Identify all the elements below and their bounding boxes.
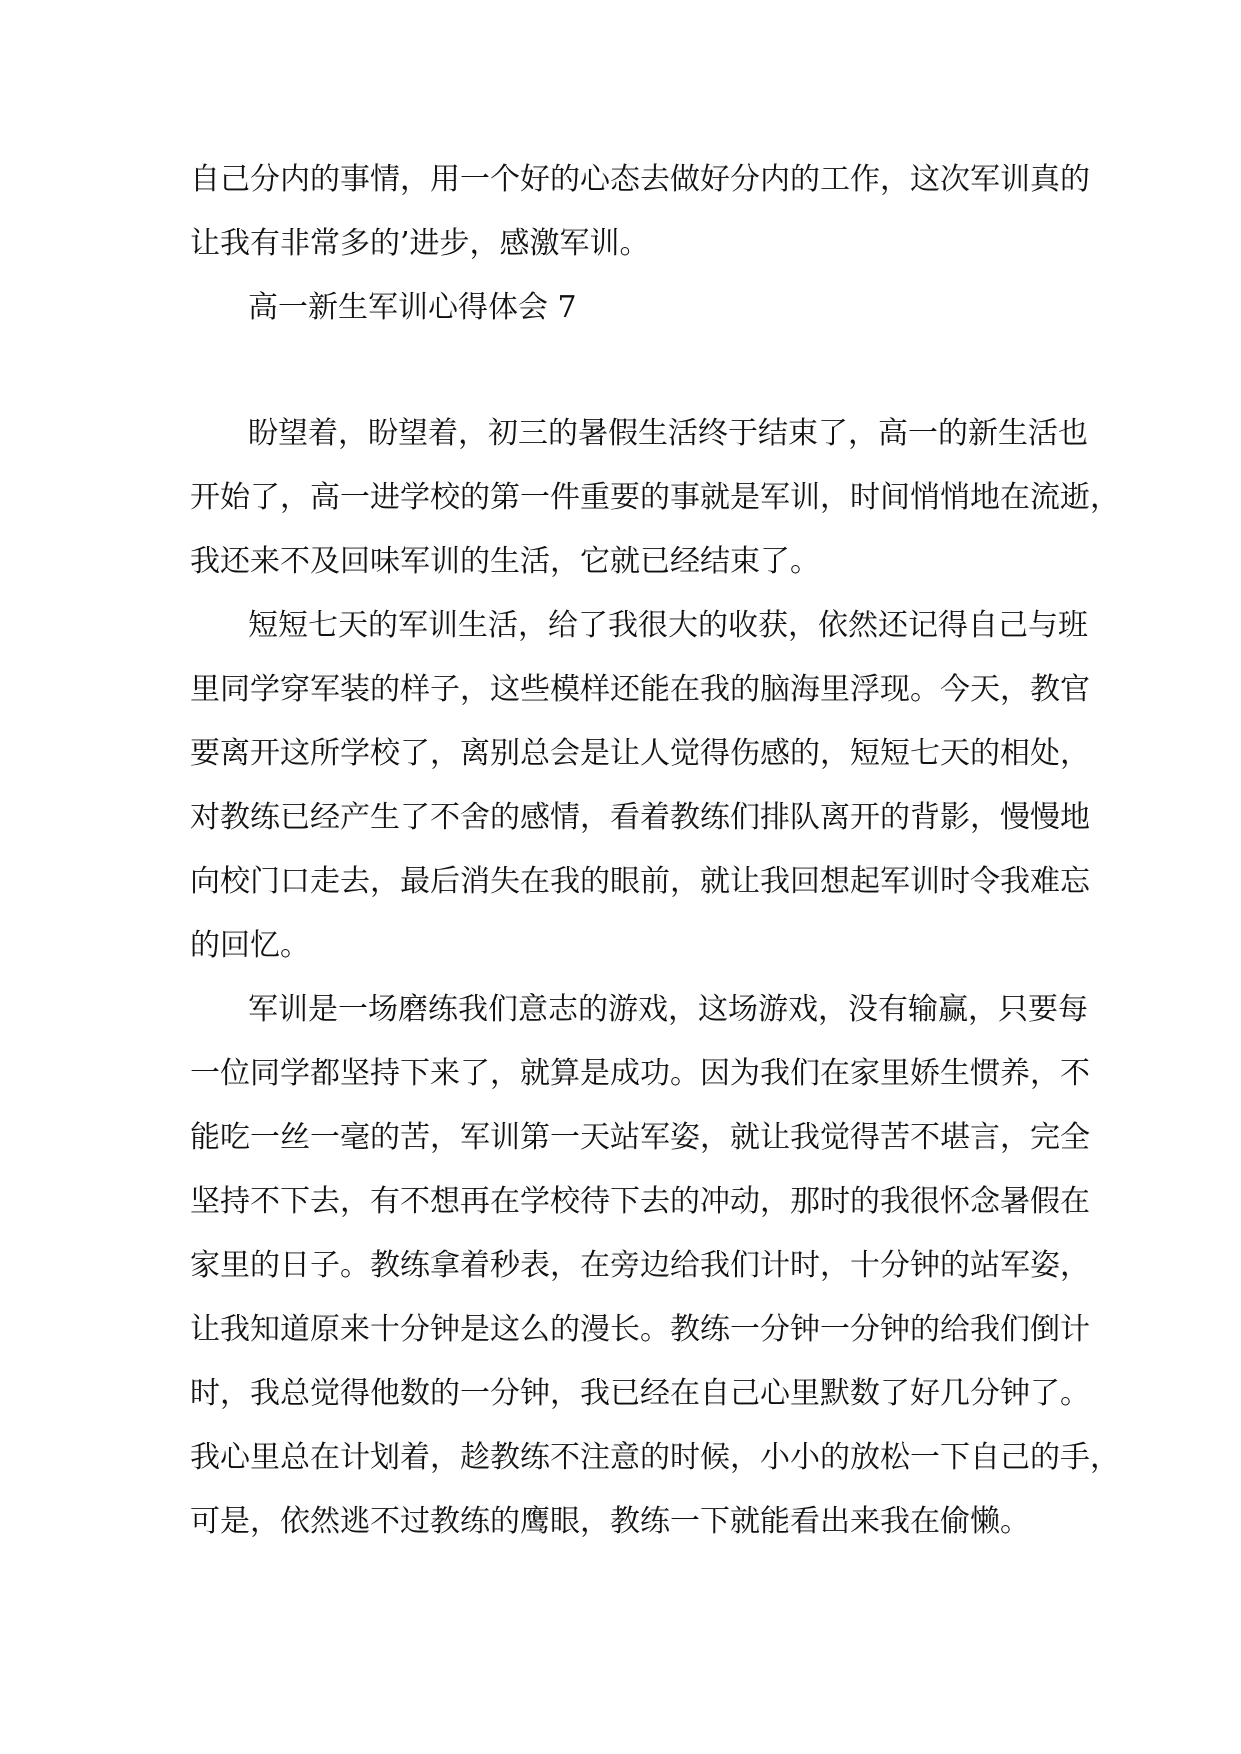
document-page xyxy=(190,148,1120,1554)
text-line: 自己分内的事情，用一个好的心态去做好分内的工作，这次军训真的 xyxy=(190,162,1090,197)
text-line: 向校门口走去，最后消失在我的眼前，就让我回想起军训时令我难忘 xyxy=(190,864,1090,899)
text-line: 坚持不下去，有不想再在学校待下去的冲动，那时的我很怀念暑假在 xyxy=(190,1184,1090,1219)
text-line: 时，我总觉得他数的一分钟，我已经在自己心里默数了好几分钟了。 xyxy=(190,1376,1090,1411)
text-line: 让我知道原来十分钟是这么的漫长。教练一分钟一分钟的给我们倒计 xyxy=(190,1312,1090,1347)
text-line: 可是，依然逃不过教练的鹰眼，教练一下就能看出来我在偷懒。 xyxy=(190,1504,1030,1539)
text-line: 让我有非常多的’进步，感激军训。 xyxy=(190,226,650,261)
text-line: 盼望着，盼望着，初三的暑假生活终于结束了，高一的新生活也 xyxy=(248,416,1088,451)
text-line: 能吃一丝一毫的苦，军训第一天站军姿，就让我觉得苦不堪言，完全 xyxy=(190,1120,1090,1155)
text-line: 短短七天的军训生活，给了我很大的收获，依然还记得自己与班 xyxy=(248,608,1088,643)
text-line: 里同学穿军装的样子，这些模样还能在我的脑海里浮现。今天，教官 xyxy=(190,672,1090,707)
text-line: 军训是一场磨练我们意志的游戏，这场游戏，没有输赢，只要每 xyxy=(248,992,1088,1027)
text-line: 一位同学都坚持下来了，就算是成功。因为我们在家里娇生惯养，不 xyxy=(190,1056,1090,1091)
text-line: 我心里总在计划着，趁教练不注意的时候，小小的放松一下自己的手， xyxy=(190,1440,1120,1475)
text-line: 开始了，高一进学校的第一件重要的事就是军训，时间悄悄地在流逝， xyxy=(190,480,1120,515)
text-line: 我还来不及回味军训的生活，它就已经结束了。 xyxy=(190,544,820,579)
text-line: 要离开这所学校了，离别总会是让人觉得伤感的，短短七天的相处， xyxy=(190,736,1090,771)
text-line: 对教练已经产生了不舍的感情，看着教练们排队离开的背影，慢慢地 xyxy=(190,800,1090,835)
blank-spacer xyxy=(190,340,1056,402)
section-heading: 高一新生军训心得体会 7 xyxy=(248,290,577,325)
text-line: 的回忆。 xyxy=(190,928,310,963)
text-line: 家里的日子。教练拿着秒表，在旁边给我们计时，十分钟的站军姿， xyxy=(190,1248,1090,1283)
